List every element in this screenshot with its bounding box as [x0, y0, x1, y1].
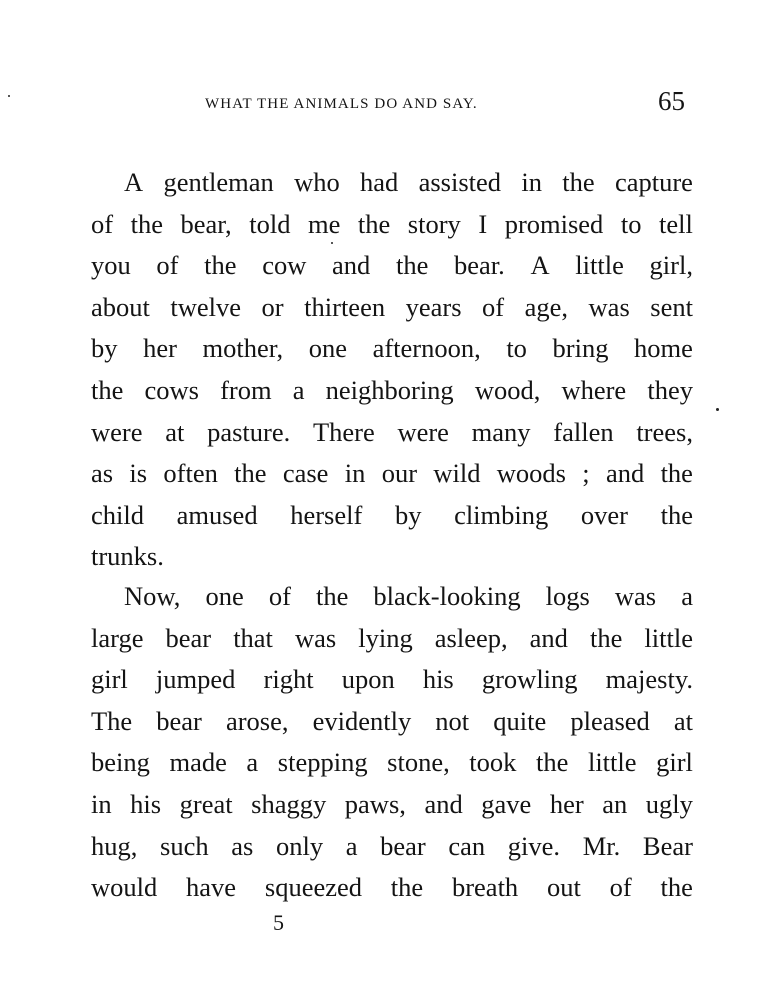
text-line: were at pasture. There were many fallen trees, — [91, 416, 693, 447]
text-line: child amused herself by climbing over the — [91, 499, 693, 530]
text-line: Now, one of the black-looking logs was a — [124, 581, 693, 611]
print-speck — [8, 95, 10, 97]
text-line: by her mother, one afternoon, to bring home — [91, 333, 693, 364]
text-line: would have squeezed the breath out of the — [91, 872, 693, 903]
page-number: 65 — [658, 86, 685, 116]
print-speck — [716, 408, 719, 411]
text-line: about twelve or thirteen years of age, was sent — [91, 291, 693, 322]
paragraph-2 — [91, 576, 693, 909]
text-line: A gentleman who had assisted in the capture — [124, 167, 693, 197]
text-line: as is often the case in our wild woods ; and the — [91, 458, 693, 489]
text-line: the cows from a neighboring wood, where they — [91, 374, 693, 405]
paragraph-1 — [91, 162, 693, 578]
text-line: of the bear, told me the story I promised to tell — [91, 208, 693, 239]
text-line: you of the cow and the bear. A little girl, — [91, 250, 693, 281]
text-line: large bear that was lying asleep, and the little — [91, 622, 693, 653]
print-speck — [331, 242, 333, 244]
text-line: in his great shaggy paws, and gave her an ugly — [91, 788, 693, 819]
text-line: The bear arose, evidently not quite pleased at — [91, 705, 693, 736]
text-line: being made a stepping stone, took the little girl — [91, 747, 693, 778]
text-line: girl jumped right upon his growling majesty. — [91, 664, 693, 695]
signature-mark: 5 — [273, 910, 284, 935]
text-line: hug, such as only a bear can give. Mr. Bear — [91, 830, 693, 861]
text-line: trunks. — [91, 541, 164, 572]
running-head: WHAT THE ANIMALS DO AND SAY. — [205, 96, 478, 112]
